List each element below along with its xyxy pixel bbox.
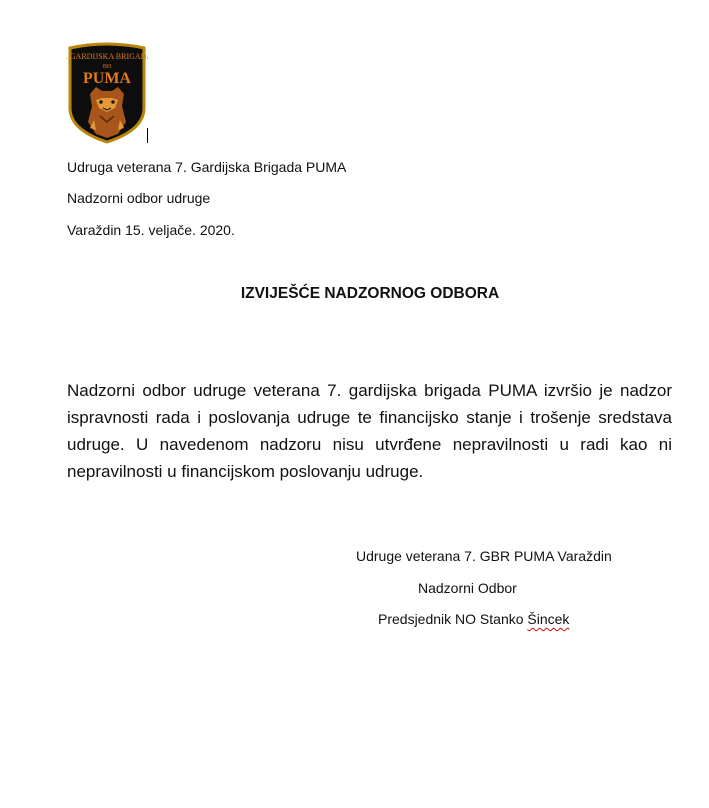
puma-figure-icon (88, 87, 126, 138)
logo-top-text: 7. GARDIJSKA BRIGADA (66, 52, 148, 61)
president-surname: Šincek (527, 611, 570, 627)
board-name: Nadzorni odbor udruge (67, 190, 211, 206)
logo-main-text: PUMA (83, 70, 131, 87)
signature-association: Udruge veterana 7. GBR PUMA Varaždin (356, 548, 612, 564)
logo-middle-text: BH (102, 64, 112, 70)
signature-president (378, 611, 569, 627)
document-title: IZVIJEŠĆE NADZORNOG ODBORA (240, 285, 500, 302)
association-name: Udruga veterana 7. Gardijska Brigada PUMA (67, 159, 347, 175)
text-cursor (147, 128, 148, 143)
brigade-logo (66, 42, 148, 144)
president-title: Predsjednik NO Stanko (378, 611, 528, 627)
document-date: Varaždin 15. veljače. 2020. (67, 222, 235, 238)
signature-board: Nadzorni Odbor (418, 580, 517, 596)
report-body: Nadzorni odbor udruge veterana 7. gardijska brigada PUMA izvršio je nadzor ispravnosti rada i poslovanja udruge te financijsko stanje i trošenje sredstava udruge. U navedenom nadzoru nisu utvrđene nepravilnosti u radi kao ni nepravilnosti u financijskom poslovanju udruge. (67, 381, 672, 481)
